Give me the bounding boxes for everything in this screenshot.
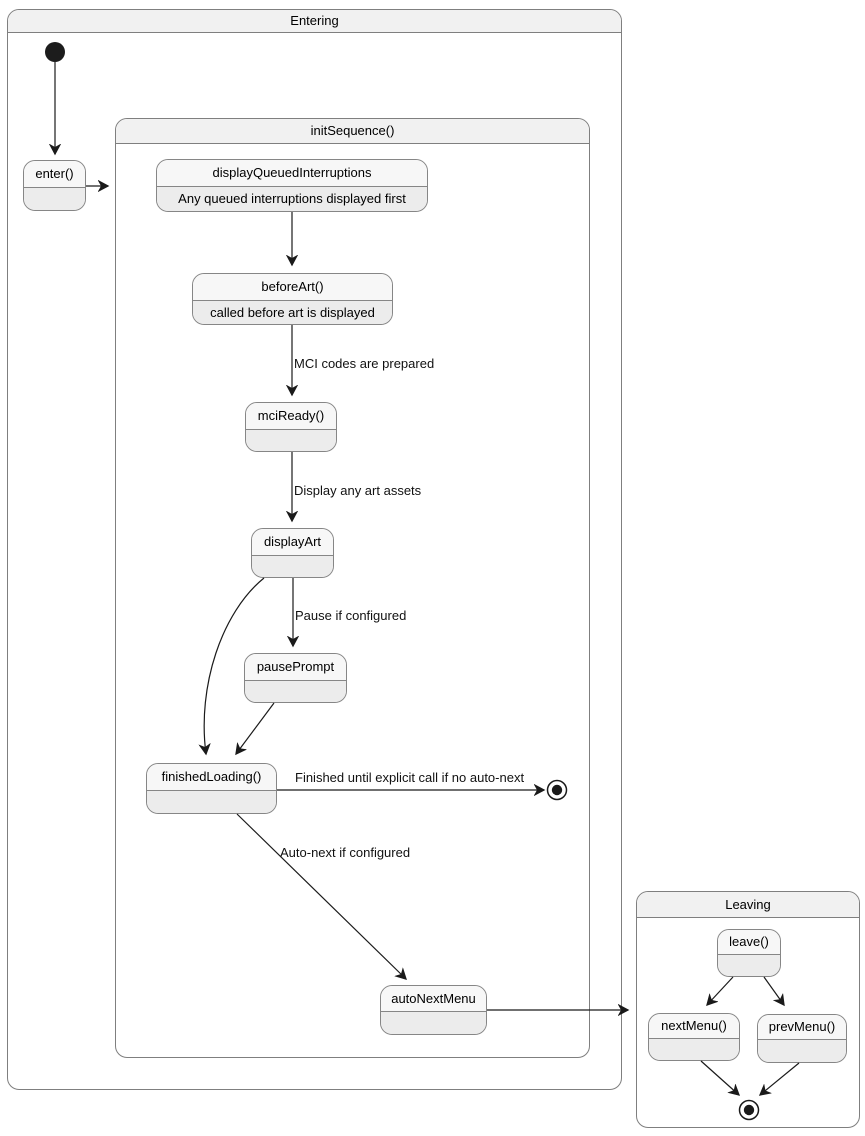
state-auto-next-menu-body — [381, 1012, 486, 1035]
state-finished-loading — [146, 763, 277, 814]
state-mci-ready — [245, 402, 337, 452]
state-enter-body — [24, 188, 85, 211]
transition-label-finished-until-explicit: Finished until explicit call if no auto-next — [295, 770, 525, 785]
state-pause-prompt — [244, 653, 347, 703]
state-leave-title: leave() — [718, 930, 780, 955]
group-entering-title: Entering — [8, 10, 621, 33]
state-finished-loading-title: finishedLoading() — [147, 764, 276, 791]
state-before-art-title: beforeArt() — [193, 274, 392, 301]
state-mci-ready-body — [246, 430, 336, 452]
state-auto-next-menu-title: autoNextMenu — [381, 986, 486, 1012]
state-display-art — [251, 528, 334, 578]
transition-label-auto-next-if-configured: Auto-next if configured — [280, 845, 411, 860]
group-leaving — [636, 891, 860, 1128]
state-prev-menu-body — [758, 1040, 846, 1063]
state-next-menu — [648, 1013, 740, 1061]
transition-label-display-art-assets: Display any art assets — [294, 483, 422, 498]
state-prev-menu-title: prevMenu() — [758, 1015, 846, 1040]
group-init-sequence-title: initSequence() — [116, 119, 589, 144]
state-next-menu-title: nextMenu() — [649, 1014, 739, 1039]
state-before-art — [192, 273, 393, 325]
group-leaving-title: Leaving — [637, 892, 859, 918]
state-enter — [23, 160, 86, 211]
state-next-menu-body — [649, 1039, 739, 1061]
state-enter-title: enter() — [24, 161, 85, 188]
transition-label-pause-if-configured: Pause if configured — [295, 608, 407, 623]
state-display-queued-interruptions-title: displayQueuedInterruptions — [157, 160, 427, 187]
group-init-sequence — [115, 118, 590, 1058]
state-display-art-title: displayArt — [252, 529, 333, 556]
state-display-queued-interruptions-description: Any queued interruptions displayed first — [157, 187, 427, 211]
state-finished-loading-body — [147, 791, 276, 814]
state-display-art-body — [252, 556, 333, 578]
state-leave-body — [718, 955, 780, 977]
state-mci-ready-title: mciReady() — [246, 403, 336, 430]
state-leave — [717, 929, 781, 977]
state-before-art-description: called before art is displayed — [193, 301, 392, 325]
state-display-queued-interruptions — [156, 159, 428, 212]
state-prev-menu — [757, 1014, 847, 1063]
transition-label-mci-codes: MCI codes are prepared — [294, 356, 435, 371]
state-pause-prompt-title: pausePrompt — [245, 654, 346, 681]
state-auto-next-menu — [380, 985, 487, 1035]
state-pause-prompt-body — [245, 681, 346, 703]
